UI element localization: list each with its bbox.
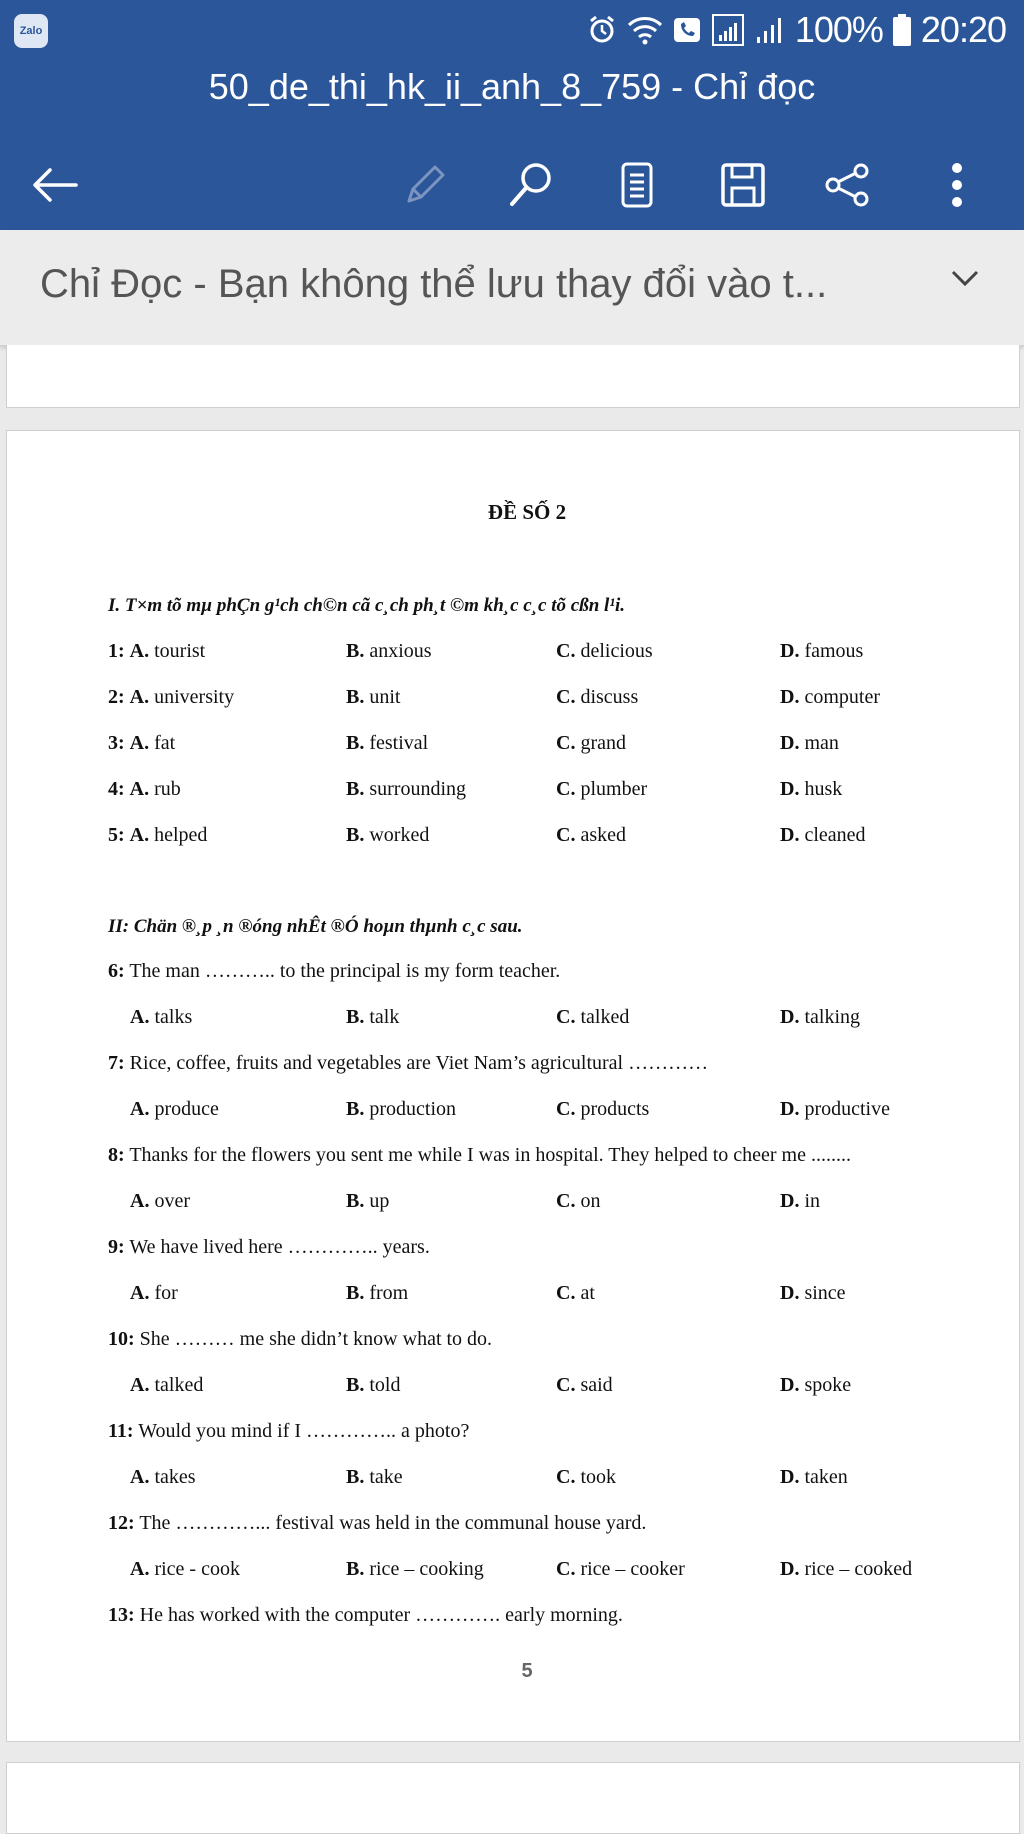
save-icon	[719, 161, 767, 209]
list-item: 5: A. helped B. worked C. asked D. cleaned	[108, 824, 866, 846]
document-title: 50_de_thi_hk_ii_anh_8_759 - Chỉ đọc	[208, 66, 816, 107]
section-2-title: II: Chän ®¸p ¸n ®óng nhÊt ®Ó hoµn thµnh c¸c sau.	[108, 916, 523, 937]
back-arrow-icon	[30, 165, 80, 205]
status-icons	[587, 8, 1006, 52]
banner-text: Chỉ Đọc - Bạn không thể lưu thay đổi vào t...	[40, 262, 828, 306]
wifi-icon	[627, 15, 663, 45]
more-button[interactable]	[922, 140, 992, 230]
answer-row: A. rice - cook B. rice – cooking C. rice – cooker D. rice – cooked	[130, 1558, 913, 1580]
question-10: 10: She ……… me she didn’t know what to do.	[108, 1328, 493, 1350]
answer-row: A. over B. up C. on D. in	[130, 1190, 821, 1212]
question-13: 13: He has worked with the computer …………. early morning.	[108, 1604, 623, 1626]
save-button[interactable]	[708, 140, 778, 230]
document-page	[6, 430, 1020, 1742]
signal-box-icon	[711, 13, 745, 47]
edit-button[interactable]	[390, 140, 460, 230]
zalo-notification-icon: Zalo	[14, 14, 48, 48]
question-11: 11: Would you mind if I ………….. a photo?	[108, 1420, 470, 1442]
more-icon	[950, 162, 964, 208]
back-button[interactable]	[20, 140, 90, 230]
share-icon	[823, 161, 871, 209]
alarm-icon	[587, 15, 617, 45]
chevron-down-icon	[950, 268, 980, 288]
previous-page	[6, 345, 1020, 408]
search-icon	[506, 160, 556, 210]
read-only-banner[interactable]	[0, 230, 1024, 346]
list-item: 3: A. fat B. festival C. grand D. man	[108, 732, 839, 754]
answer-row: A. for B. from C. at D. since	[130, 1282, 846, 1304]
signal-icon	[755, 15, 785, 45]
question-6: 6: The man ……….. to the principal is my form teacher.	[108, 960, 561, 982]
section-1-title: I. T×m tõ mµ phÇn g¹ch ch©n cã c¸ch ph¸t ©m kh¸c c¸c tõ cßn l¹i.	[108, 595, 626, 616]
search-button[interactable]	[496, 140, 566, 230]
list-item: 1: A. tourist B. anxious C. delicious D. famous	[108, 640, 864, 662]
pencil-icon	[401, 161, 449, 209]
list-item: 4: A. rub B. surrounding C. plumber D. husk	[108, 778, 843, 800]
toolbar	[0, 140, 1024, 230]
question-7: 7: Rice, coffee, fruits and vegetables are Viet Nam’s agricultural …………	[108, 1052, 709, 1074]
answer-row: A. produce B. production C. products D. productive	[130, 1098, 890, 1120]
question-8: 8: Thanks for the flowers you sent me while I was in hospital. They helped to cheer me ........	[108, 1144, 851, 1166]
question-12: 12: The …………... festival was held in the communal house yard.	[108, 1512, 647, 1534]
list-item: 2: A. university B. unit C. discuss D. computer	[108, 686, 880, 708]
answer-row: A. takes B. take C. took D. taken	[130, 1466, 848, 1488]
banner-expand-button[interactable]	[950, 268, 980, 293]
reading-view-icon	[620, 161, 654, 209]
answer-row: A. talked B. told C. said D. spoke	[130, 1374, 852, 1396]
page-number: 5	[521, 1660, 533, 1682]
question-9: 9: We have lived here ………….. years.	[108, 1236, 430, 1258]
clock: 20:20	[920, 9, 1006, 50]
share-button[interactable]	[812, 140, 882, 230]
answer-row: A. talks B. talk C. talked D. talking	[130, 1006, 860, 1028]
battery-icon	[893, 14, 911, 46]
call-icon	[673, 15, 701, 45]
battery-percent: 100%	[794, 9, 883, 50]
next-page	[6, 1762, 1020, 1834]
exam-heading: ĐỀ SỐ 2	[487, 500, 567, 524]
status-bar	[0, 0, 1024, 60]
reading-view-button[interactable]	[602, 140, 672, 230]
